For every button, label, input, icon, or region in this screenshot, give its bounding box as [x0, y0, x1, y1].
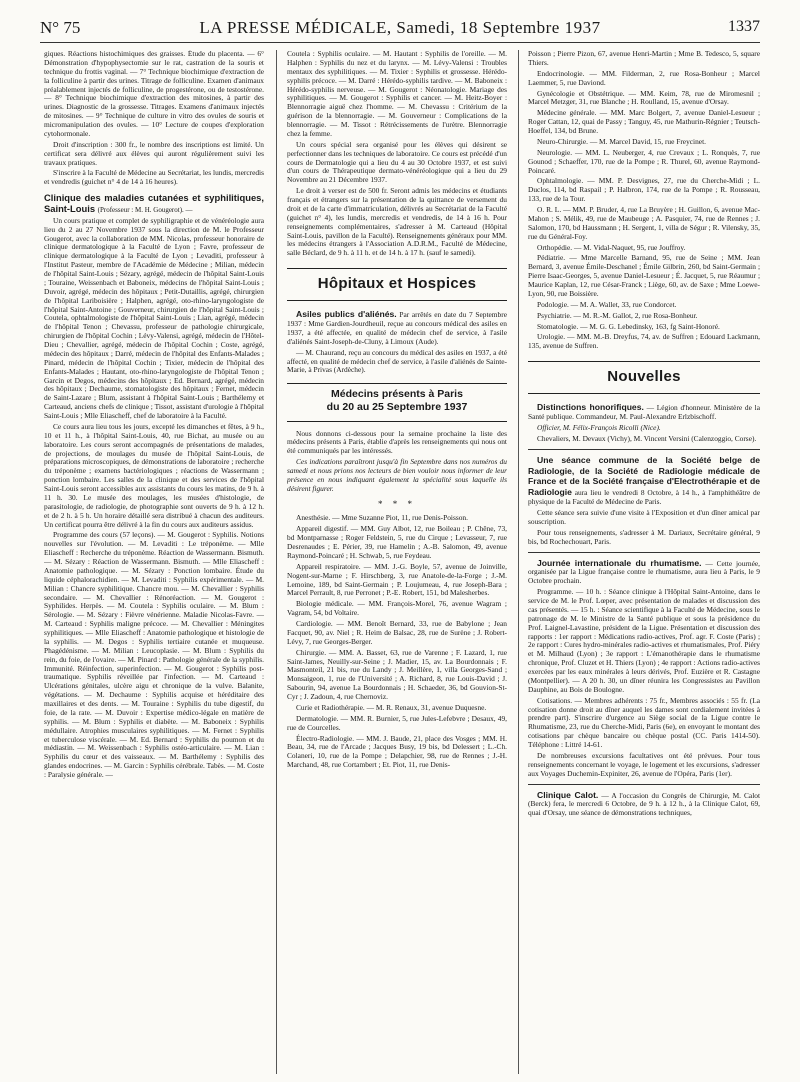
listing: Poisson ; Pierre Pizon, 67, avenue Henri-Martin ; Mme B. Tedesco, 5, square Thiers. — [528, 50, 760, 67]
listing: Appareil respiratoire. — MM. J.-G. Boyle, 57, avenue de Joinville, Nogent-sur-Marne ; F. Hirschberg, 3, rue Anatole-de-la-Forge ; J.-M. Lemoine, 189, bd Saint-Germain ; P. Loujumeau, 4, rue Joseph-Bara ; Marcel Perrault, 8, rue Perronet ; P.-E. Robert, 151, bd Malesherbes. — [287, 561, 507, 598]
divider — [528, 784, 760, 785]
paragraph: Officier, M. Félix-François Ricolli (Nice). — [537, 422, 661, 432]
divider — [528, 449, 760, 450]
listing: Pédiatrie. — Mme Marcelle Barnand, 95, rue de Seine ; MM. Jean Bernard, 3, avenue Émile-Deschanel ; Émile Gilbrin, 260, bd Saint-Germain ; Pierre Isaac-Georges, 5, avenue Daniel-Lesueur ; É. Jacquet, 5, rue Réaumur ; Maurice Kaplan, 12, rue César-Franck ; Liège, 60, av. de Saxe ; Mme Loewe-Lyon, 90, rue Boissière. — [528, 253, 760, 298]
listing: Urologie. — MM. M.-B. Dreyfus, 74, av. de Suffren ; Edouard Lackmann, 135, avenue de Suffren. — [528, 332, 760, 351]
item-text: Par arrêtés en date du 7 Septembre 1937 : Mme Gardien-Jourdheuil, reçue au concours médical des asiles en 1937, a été affectée, en qualité de médecin chef de service, à l'asile d'aliénés Saint-Joseph-de-Cluny, à Limoux (Aude). — [287, 310, 507, 346]
running-title: LA PRESSE MÉDICALE, Samedi, 18 Septembre 1937 — [199, 18, 601, 37]
heading-tail: (Professeur : M. H. Gougerot). — — [97, 205, 193, 214]
section-subtitle: du 20 au 25 Septembre 1937 — [326, 401, 468, 414]
section-title: Nouvelles — [607, 368, 681, 386]
paragraph: Un cours spécial sera organisé pour les élèves qui désirent se perfectionner dans les techniques de laboratoire. Ce cours est précédé d'un cours de Dermatologie qui a lieu du 4 au 30 Octobre 1937, et est suivi d'un cours de Thérapeutique dermato-vénéréologique qui a lieu du 29 Novembre au 21 Décembre 1937. — [287, 139, 507, 185]
item-heading: Distinctions honorifiques. — [537, 402, 644, 413]
page-number: 1337 — [728, 18, 760, 35]
column-middle — [287, 50, 507, 1076]
item-text: — Légion d'honneur. Ministère de la Santé publique. Commandeur, M. Paul-Alexandre Erlzbischoff. — [528, 403, 760, 421]
section-banner — [528, 361, 760, 394]
listing: Chirurgie. — MM. A. Basset, 63, rue de Varenne ; F. Lazard, 1, rue Saint-James, Neuilly-sur-Seine ; J. Madier, 15, av. La Bourdonnais ; F. Masmonteil, 21 bis, rue du Landy ; J. Meillère, 1, villa Georges-Sand ; Monsaigeon, 1, rue de l'Université ; A. Richard, 8, rue Louis-David ; J. Sabourin, 94, avenue La Bourdonnais ; H. Schaeder, 36, bd Gouvion-St-Cyr ; J. Zadoun, 4, rue Chernoviz. — [287, 647, 507, 702]
section-heading — [44, 193, 264, 215]
paragraph: Un cours pratique et complet de syphiligraphie et de vénéréologie aura lieu du 2 au 27 Novembre 1937 sous la direction de M. le Professeur Gougerot, avec la collaboration de MM. Nicolas, professeur honoraire de clinique dermatologique à la Faculté de Lyon ; Favre, professeur de clinique dermatologique à la Faculté de Lyon ; Levaditi, professeur à l'Institut Pasteur, membre de l'Académie de Médecine ; Milian, médecin de l'hôpital Saint-Louis ; Sézary, agrégé, médecin de l'hôpital Saint-Louis ; Touraine, Weissenbach et Baboneix, médecins de l'hôpital Saint-Louis ; Duvoir, agrégé, médecin des hôpitaux ; Petit-Dutaillis, agrégé, chirurgien de l'hôpital Lariboisière ; Halphen, agrégé, oto-rhino-laryngologiste de l'hôpital Saint-Antoine ; Gouverneur, chirurgien de l'hôpital Saint-Louis ; Coutela, ophtalmologiste de l'hôpital Saint-Louis ; Lian, agrégé, médecin de l'hôpital Tenon ; Chevassu, professeur de pathologie chirurgicale, chirurgien de l'hôpital Cochin ; Lévy-Valensi, agrégé, médecin de l'Hôtel-Dieu ; Chevallier, agrégé, médecin de l'hôpital Cochin ; Coste, agrégé, médecin des hôpitaux ; Darré, médecin de l'hôpital des Enfants-Malades ; Pinard, médecin de l'hôpital Cochin ; Tixier, médecin de l'hôpital des Enfants-Malades ; Hautant, oto-rhino-laryngologiste de l'hôpital Tenon ; Garcin et Degos, médecins des hôpitaux ; Ed. Bernard, agrégé, médecin des hôpitaux ; Dechaume, stomatologiste des hôpitaux ; Fernet, médecin de Saint-Lazare ; Blum, assistant à l'hôpital Saint-Louis ; Barthélemy et Carteaud, anciens chefs de clinique ; Tissot, assistant d'urologie à l'hôpital Saint-Louis ; Mlle Eliascheff, chef de laboratoire à la Faculté. — [44, 215, 264, 420]
column-right — [528, 50, 760, 1076]
paragraph: Coutela : Syphilis oculaire. — M. Hautant : Syphilis de l'oreille. — M. Halphen : Syphilis du nez et du larynx. — M. Lévy-Valensi : Troubles mentaux des syphilitiques. — M. Tixier : Syphilis et grossesse. Hérédo-syphilis précoce. — M. Darré : Hérédo-syphilis tardive. — M. Baboneix : Hérédo-syphilis nerveuse. — M. Gougerot : Néonatologie. Mariage des syphilitiques. — M. Gougerot : Syphilis et cancer. — M. Heitz-Boyer : Blennorragie aiguë chez l'homme. — M. Chevassu : Critérium de la guérison de la blennorragie. — M. Gouverneur : Complications de la blennorragie. — M. Tissot : Rétrécissements de l'urètre. Blennorragie chez la femme. — [287, 50, 507, 138]
paragraph: — M. Chaurand, reçu au concours du médical des asiles en 1937, a été affecté, en qualité de médecin chef de service, à l'asile d'aliénés de Sainte-Marie, à Privas (Ardèche). — [287, 347, 507, 375]
column-divider — [276, 50, 277, 1074]
listing: Médecine générale. — MM. Marc Bolgert, 7, avenue Daniel-Lesueur ; Roger Cattan, 12, quai de Passy ; Tanguy, 45, rue Mathurin-Régnier ; Teutsch-Hoeffel, 134, bd Brune. — [528, 108, 760, 135]
paragraph: Cette séance sera suivie d'une visite à l'Exposition et d'un dîner amical par souscription. — [528, 508, 760, 526]
paragraph: Ces indications paraîtront jusqu'à fin Septembre dans nos numéros du samedi et nous prions nos lecteurs de bien vouloir nous informer de leur présence en nous indiquant également la spécialité sous laquelle ils désirent figurer. — [287, 457, 507, 493]
listing: Psychiatrie. — M. R.-M. Gallot, 2, rue Rosa-Bonheur. — [537, 310, 698, 320]
item-heading: Une séance commune de la Société belge de Radiologie, de la Société de Radiologie médicale de France et de la Société française d'Electrothérapie et de Radiologie — [528, 454, 760, 498]
heading-text: Clinique des maladies cutanées et syphilitiques, Saint-Louis — [44, 192, 264, 214]
paragraph: De nombreuses excursions facultatives ont été prévues. Pour tous renseignements concernant le voyage, le logement et les excursions, s'adresser aux Voyages Duchemin-Expiniter, 26, avenue de l'Opéra, Paris (1er). — [528, 750, 760, 778]
section-banner — [287, 268, 507, 301]
section-banner — [287, 383, 507, 421]
paragraph: Programme. — 10 h. : Séance clinique à l'Hôpital Saint-Antoine, dans le service de M. le Prof. Lœper, avec présentation de malades et discussion des cas présentés. — 15 h. : Séance scientifique à la Faculté de Médecine, sous le patronage de M. le Ministre de la Santé publique et sous la présidence du Prof. Laignel-Lavastine, président de la Ligue. Présentation et discussion des rapports : 1er rapport : Médications radio-actives, Prof. agr. F. Coste (Paris) ; 2e rapport : Cures hydro-minérales radio-actives et rhumatismales, Prof. Piéry et M. Milhaud (Lyon) ; 3e rapport : L'émanothérapie dans le rhumatisme chronique, Prof. Cluzet et H. Thiers (Lyon) ; 4e rapport : Actions radio-actives exercées par les eaux minérales à leurs dérivés, Prof. Euzière et R. Castagne (Montpellier). — A 20 h. 30, un dîner réunira les Congressistes au Pavillon Dauphine, au Bois de Boulogne. — [528, 587, 760, 694]
item-text: — A l'occasion du Congrès de Chirurgie, M. Calot (Berck) fera, le mercredi 6 Octobre, de 9 h. à 12 h., à la Clinique Calot, 69, quai d'Orsay, une séance de démonstrations techniques, — [528, 790, 760, 818]
listing: Anesthésie. — Mme Suzanne Piot, 11, rue Denis-Poisson. — [296, 513, 468, 523]
listing: Stomatologie. — M. G. G. Lebedinsky, 163, fg Saint-Honoré. — [537, 321, 720, 331]
listing: Neurologie. — MM. L. Neuberger, 4, rue Crevaux ; L. Ronquès, 7, rue Gounod ; Schaeffer, 170, rue de la Pompe ; R. Thurel, 60, avenue Raymond-Poincaré. — [528, 147, 760, 175]
item-heading: Asiles publics d'aliénés. — [296, 309, 397, 320]
paragraph: Le droit à verser est de 500 fr. Seront admis les médecins et étudiants français et étrangers sur la présentation de la quittance de versement du droit et de la carte d'immatriculation, délivrés au Secrétariat de la Faculté (guichet n° 4), les lundis, mercredis et vendredis, de 14 à 16 h. Pour renseignements complémentaires, s'adresser à M. Carteaud (Hôpital Saint-Louis, pavillon de la Faculté). Renseignements généraux pour MM. les médecins étrangers à l'Association A.D.R.M., Faculté de Médecine, salle Béclard, de 9 h. à 11 h. et de 14 h. à 17 h. (sauf le samedi). — [287, 186, 507, 258]
listing: Dermatologie. — MM. R. Burnier, 5, rue Jules-Lefebvre ; Desaux, 49, rue de Courcelles. — [287, 713, 507, 732]
item-text: — Cette journée, organisée par la Ligue française contre le rhumatisme, aura lieu à Paris, le 9 Octobre prochain. — [528, 558, 760, 586]
listing: Électro-Radiologie. — MM. J. Baude, 21, place des Vosges ; MM. H. Beau, 34, rue de l'Arcade ; Jacques Busy, 19 bis, bd Delessert ; L.-Ch. Colaneri, 10, rue de la Pompe ; Delapchier, 98, rue de Rennes ; J.-H. Marchand, 48, rue Cortambert ; Et. Piot, 11, rue Denis- — [287, 733, 507, 770]
listing: Podologie. — M. A. Wallet, 33, rue Condorcet. — [537, 299, 677, 309]
separator-stars: * * * — [378, 498, 416, 509]
section-title: Hôpitaux et Hospices — [317, 275, 477, 293]
paragraph: Nous donnons ci-dessous pour la semaine prochaine la liste des médecins présents à Paris, établie d'après les renseignements qui nous ont été communiqués par les intéressés. — [287, 428, 507, 456]
column-divider — [518, 50, 519, 1074]
listing: Cardiologie. — MM. Benoît Bernard, 33, rue de Babylone ; Jean Facquet, 90, av. Niel ; R. Heim de Balsac, 28, rue de Surène ; J. Robert-Lévy, 7, rue Georges-Berger. — [287, 619, 507, 646]
paragraph: Cotisations. — Membres adhérents : 75 fr., Membres associés : 55 fr. (La cotisation donne droit au dîner auquel les dames sont cordialement invitées à prendre part). S'inscrire d'urgence au Siège social de la Ligue contre le Rhumatisme, 23, rue du Cherche-Midi, Paris (6e), en envoyant le montant des cotisations par chèque bancaire ou chèque postal (CC. Paris 1414-50). Téléphone : Littré 14-61. — [528, 695, 760, 749]
paragraph: Droit d'inscription : 300 fr., le nombre des inscriptions est limité. Un certificat sera délivré aux élèves qui auront régulièrement suivi les travaux pratiques. — [44, 139, 264, 167]
paragraph: Programme des cours (57 leçons). — M. Gougerot : Syphilis. Notions nouvelles sur l'évolution. — M. Levaditi : Le tréponème. — Mlle Eliascheff : Recherche du tréponème. Réaction de Wassermann. Bismuth. — M. Sézary : Réaction de Wassermann. Bismuth. — Mlle Eliascheff : Anatomie pathologique. — M. Sézary : Ponction lombaire. Étude du liquide céphalorachidien. — M. Levaditi : Syphilis expérimentale. — M. Milian : Chancre syphilitique. Chancre mou. — M. Chevallier : Syphilis secondaire. — M. Chevallier : Rénoréaction. — M. Gougerot : Syphilides. Herpès. — M. Coutela : Syphilis oculaire. — M. Blum : Sérologie. — M. Sézary : Fièvre vénérienne. Maladie Nicolas-Favre. — M. Carteaud : Syphilis maligne précoce. — M. Chevallier : Méningites syphilitiques. — Mlle Eliascheff : Anatomie pathologique et histologie de la syphilis. — M. Degos : Syphilis tertiaire cutanée et muqueuse. Phagédénisme. — M. Milian : Leucoplasie. — M. Blum : Syphilis du rein, du foie, de l'ovaire. — M. Pinard : Pathologie générale de la syphilis. Immunité. Réinfection, superinfection. — M. Gougerot : Syphilis post-traumatique. Syphilis réveillée par l'infection. — M. Carteaud : Ulcérations génitales, ulcère aigu et chronique de la vulve. Balanite, végétations. — M. Dechaume : Syphilis acquise et héréditaire des maxillaires et des dents. — M. Touraine : Syphilis du tube digestif, du foie, de la rate. — M. Duvoir : Expertise médico-légale en matière de syphilis. — M. Blum : Syphilis et diabète. — M. Baboneix : Syphilis médullaire. Atrophies musculaires syphilitiques. — M. Fernet : Syphilis et tuberculose viscérale. — M. Ed. Bernard : Syphilis du poumon et du médiastin. — M. Weissenbach : Syphilis ostéo-articulaire. — M. Lian : Syphilis du cœur et des vaisseaux. — M. Barthélemy : Syphilis des glandes endocrines. — M. Garcin : Syphilis cérébrale. Tabès. — M. Coste : Paralysie générale. — — [44, 530, 264, 779]
listing: Biologie médicale. — MM. François-Morel, 76, avenue Wagram ; Vagram, 54, bd Voltaire. — [287, 599, 507, 618]
listing: Neuro-Chirurgie. — M. Marcel David, 15, rue Freycinet. — [537, 136, 706, 146]
section-title: Médecins présents à Paris — [331, 388, 463, 401]
paragraph: giques. Réactions histochimiques des graisses. Étude du placenta. — 6° Démonstration d'hypophysectomie sur le rat, castration de la souris et technique du frottis vaginal. — 7° Technique biochimique d'extraction de la folliculine à partir des urines. Titrage de folliculine. Examen d'animaux préalablement injectés de folliculine, de progestérone, ou de testostérone. — 8° Technique biochimique d'extraction des mitosines, à partir des urines. Diagnostic de la grossesse. Titrages. Examens d'animaux injectés de mitosines. — 9° Technique de culture in vitro des ovules de souris et micromanipulation des ovules. — 10° Lecture de coupes d'exploration cytohormonale. — [44, 50, 264, 138]
listing: Gynécologie et Obstétrique. — MM. Keim, 78, rue de Miromesnil ; Marcel Metzger, 31, rue Blanche ; H. Roulland, 15, avenue d'Orsay. — [528, 88, 760, 107]
divider — [528, 552, 760, 553]
listing: O. R. L. — MM. P. Bruder, 4, rue La Bruyère ; H. Guillon, 6, avenue Mac-Mahon ; S. Mélik, 49, rue de Maubeuge ; A. Pasquier, 74, rue de Rennes ; J. Salomon, 170, bd Haussmann ; H. Sergent, 1, villa de Ségur ; R. Vilensky, 35, rue du Général-Foy. — [528, 205, 760, 241]
issue-number: N° 75 — [40, 18, 81, 37]
listing: Appareil digestif. — MM. Guy Albot, 12, rue Boileau ; P. Chêne, 73, bd Montparnasse ; Roger Feldstein, 5, rue du Cirque ; Levasseur, 7, rue Desrenaudes ; E. Périer, 39, rue Hamelin ; A.-B. Salomon, 49, avenue Raymond-Poincaré ; H. Schwab, 5, rue Feydeau. — [287, 524, 507, 560]
listing: Endocrinologie. — MM. Filderman, 2, rue Rosa-Bonheur ; Marcel Laemmer, 5, rue Daviond. — [528, 68, 760, 87]
paragraph: Ce cours aura lieu tous les jours, excepté les dimanches et fêtes, à 9 h., 10 et 11 h., à l'hôpital Saint-Louis, 40, rue Bichat, au musée ou au laboratoire. Les cours seront accompagnés de présentations de malades, de projections, de moulages du musée de l'hôpital Saint-Louis, de préparations microscopiques, de démonstrations de laboratoire ; recherche du tréponème ; examens bactériologiques ; réactions de Wassermann ; ponction lombaire. Les salles de la clinique et des services de l'hôpital Saint-Louis seront accessibles aux assistants du cours les matins, de 9 h. à 11 h. 30. Le musée des moulages, les musées d'histologie, de parasitologie, de radiologie, de photographie sont ouverts de 9 h. à 12 h. et de 2 h. à 5 h. Un horaire détaillé sera distribué à chacun des auditeurs. Un certificat pourra être délivré à la fin du cours aux auditeurs assidus. — [44, 421, 264, 529]
listing: Curie et Radiothérapie. — M. R. Renaux, 31, avenue Duquesne. — [296, 702, 487, 712]
paragraph: Chevaliers, M. Devaux (Vichy), M. Vincent Versini (Calenzoggio, Corse). — [537, 433, 757, 443]
listing: Ophtalmologie. — MM. P. Desvignes, 27, rue du Cherche-Midi ; L. Duclos, 114, bd Raspail ; P. Halbron, 174, rue de la Pompe ; R. Rousseau, 133, rue de la Tour. — [528, 176, 760, 204]
listing: Orthopédie. — M. Vidal-Naquet, 95, rue Jouffroy. — [537, 242, 686, 252]
column-left — [44, 50, 264, 1076]
paragraph: S'inscrire à la Faculté de Médecine au Secrétariat, les lundis, mercredis et vendredis (guichet n° 4 de 14 à 16 heures). — [44, 168, 264, 187]
page-header — [40, 8, 760, 43]
item-text: aura lieu le vendredi 8 Octobre, à 14 h., à l'amphithéâtre de physique de la Faculté de Médecine de Paris. — [528, 488, 760, 507]
item-heading: Journée internationale du rhumatisme. — [537, 557, 702, 568]
item-heading: Clinique Calot. — [537, 789, 599, 800]
paragraph: Pour tous renseignements, s'adresser à M. Dariaux, Secrétaire général, 9 bis, bd Rochechouart, Paris. — [528, 527, 760, 546]
